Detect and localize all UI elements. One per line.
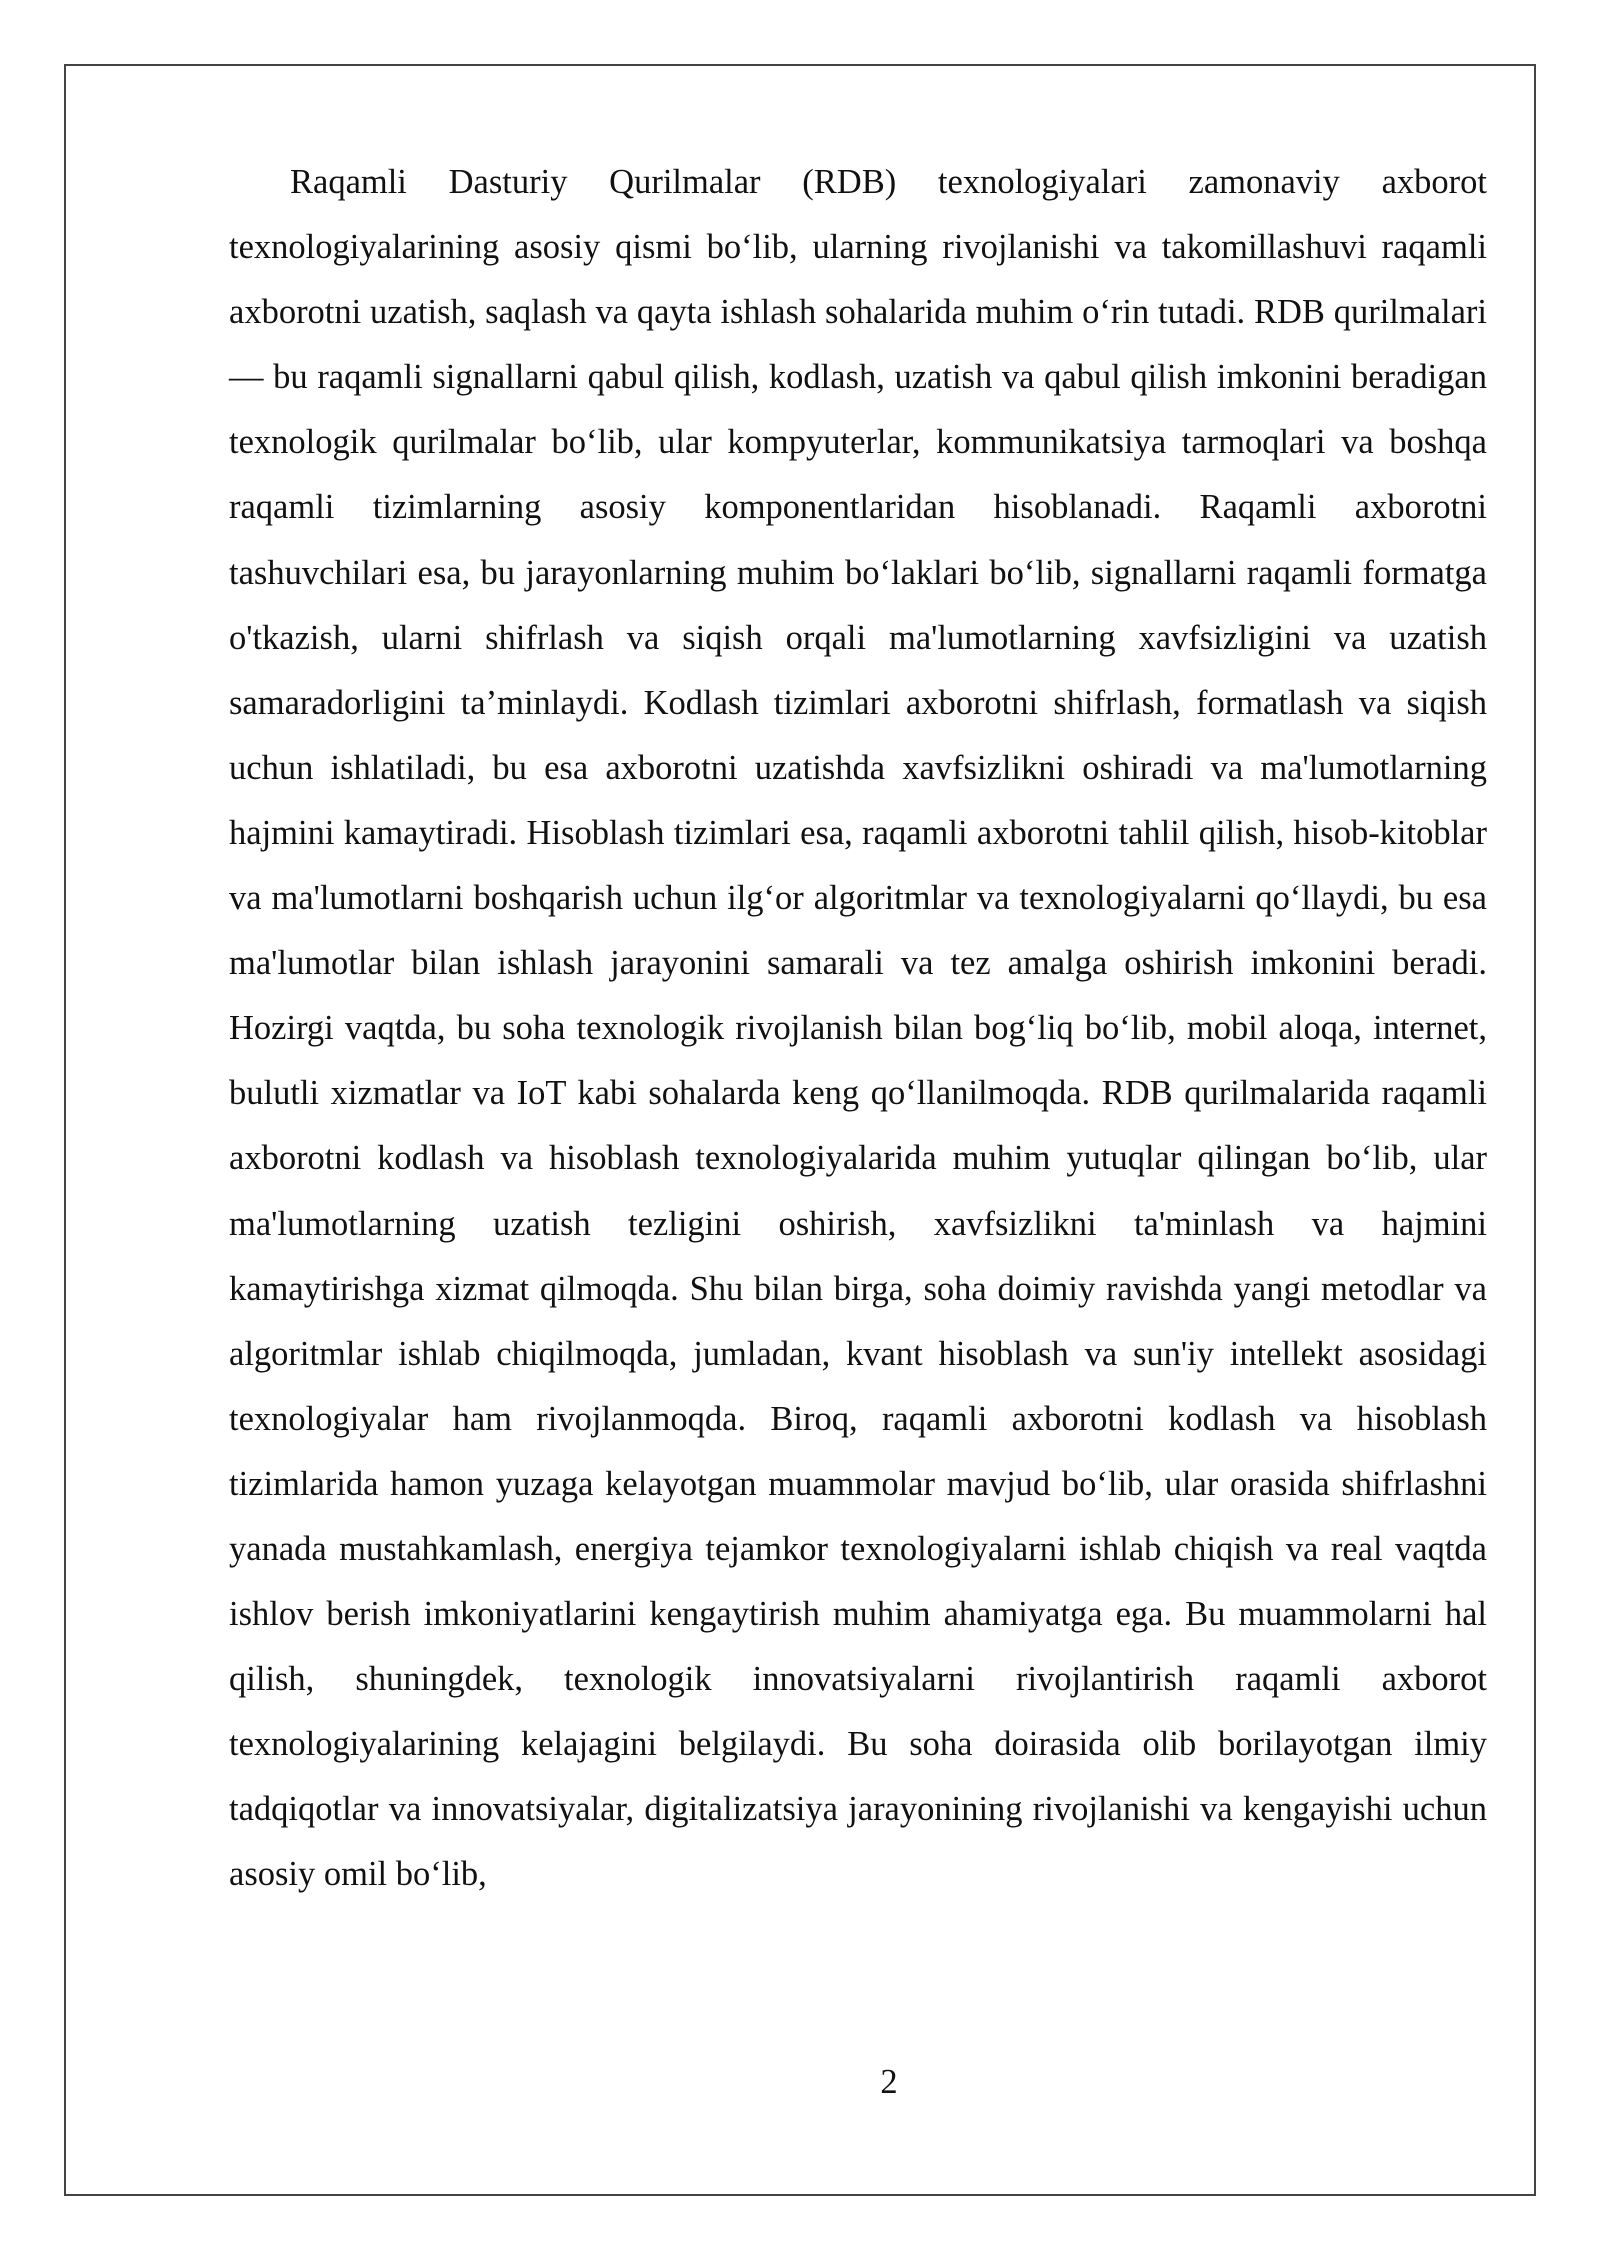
page-number: 2 xyxy=(880,2063,898,2101)
body-paragraph: Raqamli Dasturiy Qurilmalar (RDB) texnologiyalari zamonaviy axborot texnologiyalarining asosiy qismi bo‘lib, ularning rivojlanishi va takomillashuvi raqamli axborotni uzatish, saqlash va qayta ishlash sohalarida muhim o‘rin tutadi. RDB qurilmalari — bu raqamli signallarni qabul qilish, kodlash, uzatish va qabul qilish imkonini beradigan texnologik qurilmalar bo‘lib, ular kompyuterlar, kommunikatsiya tarmoqlari va boshqa raqamli tizimlarning asosiy komponentlaridan hisoblanadi. Raqamli axborotni tashuvchilari esa, bu jarayonlarning muhim bo‘laklari bo‘lib, signallarni raqamli formatga o'tkazish, ularni shifrlash va siqish orqali ma'lumotlarning xavfsizligini va uzatish samaradorligini ta’minlaydi. Kodlash tizimlari axborotni shifrlash, formatlash va siqish uchun ishlatiladi, bu esa axborotni uzatishda xavfsizlikni oshiradi va ma'lumotlarning hajmini kamaytiradi. Hisoblash tizimlari esa, raqamli axborotni tahlil qilish, hisob-kitoblar va ma'lumotlarni boshqarish uchun ilg‘or algoritmlar va texnologiyalarni qo‘llaydi, bu esa ma'lumotlar bilan ishlash jarayonini samarali va tez amalga oshirish imkonini beradi. Hozirgi vaqtda, bu soha texnologik rivojlanish bilan bog‘liq bo‘lib, mobil aloqa, internet, bulutli xizmatlar va IoT kabi sohalarda keng qo‘llanilmoqda. RDB qurilmalarida raqamli axborotni kodlash va hisoblash texnologiyalarida muhim yutuqlar qilingan bo‘lib, ular ma'lumotlarning uzatish tezligini oshirish, xavfsizlikni ta'minlash va hajmini kamaytirishga xizmat qilmoqda. Shu bilan birga, soha doimiy ravishda yangi metodlar va algoritmlar ishlab chiqilmoqda, jumladan, kvant hisoblash va sun'iy intellekt asosidagi texnologiyalar ham rivojlanmoqda. Biroq, raqamli axborotni kodlash va hisoblash tizimlarida hamon yuzaga kelayotgan muammolar mavjud bo‘lib, ular orasida shifrlashni yanada mustahkamlash, energiya tejamkor texnologiyalarni ishlab chiqish va real vaqtda ishlov berish imkoniyatlarini kengaytirish muhim ahamiyatga ega. Bu muammolarni hal qilish, shuningdek, texnologik innovatsiyalarni rivojlantirish raqamli axborot texnologiyalarining kelajagini belgilaydi. Bu soha doirasida olib borilayotgan ilmiy tadqiqotlar va innovatsiyalar, digitalizatsiya jarayonining rivojlanishi va kengayishi uchun asosiy omil bo‘lib, xyxy=(229,163,1487,1894)
